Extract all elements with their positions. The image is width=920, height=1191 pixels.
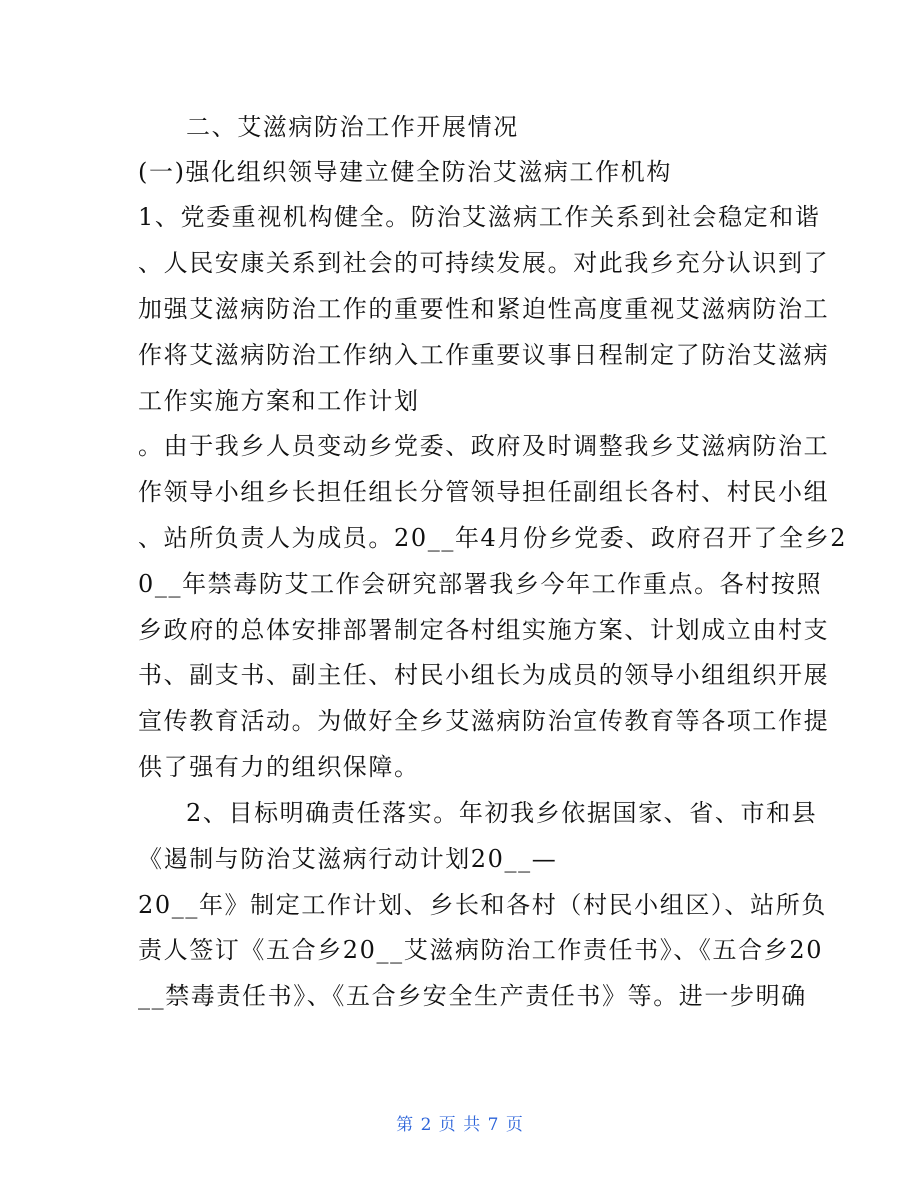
paragraph-line: 、站所负责人为成员。20__年4月份乡党委、政府召开了全乡2	[138, 524, 848, 552]
paragraph-line: 宣传教育活动。为做好全乡艾滋病防治宣传教育等各项工作提	[138, 707, 830, 735]
paragraph-line: 。由于我乡人员变动乡党委、政府及时调整我乡艾滋病防治工	[138, 432, 830, 460]
subsection-heading: (一)强化组织领导建立健全防治艾滋病工作机构	[138, 158, 672, 186]
page-indicator: 第 2 页 共 7 页	[396, 1115, 524, 1135]
paragraph-line: 作领导小组乡长担任组长分管领导担任副组长各村、村民小组	[138, 478, 830, 506]
paragraph-line: 责人签订《五合乡20__艾滋病防治工作责任书》、《五合乡20	[138, 936, 824, 964]
paragraph-line: 工作实施方案和工作计划	[138, 387, 420, 415]
paragraph-line: 供了强有力的组织保障。	[138, 753, 420, 781]
section-heading: 二、艾滋病防治工作开展情况	[186, 113, 519, 141]
paragraph-line: __禁毒责任书》、《五合乡安全生产责任书》等。进一步明确	[138, 982, 807, 1010]
paragraph-line: 乡政府的总体安排部署制定各村组实施方案、计划成立由村支	[138, 616, 830, 644]
paragraph-line: 2、目标明确责任落实。年初我乡依据国家、省、市和县	[186, 799, 818, 827]
paragraph-line: 《遏制与防治艾滋病行动计划20__—	[138, 845, 558, 873]
paragraph-line: 加强艾滋病防治工作的重要性和紧迫性高度重视艾滋病防治工	[138, 295, 830, 323]
paragraph-line: 作将艾滋病防治工作纳入工作重要议事日程制定了防治艾滋病	[138, 341, 830, 369]
paragraph-line: 20__年》制定工作计划、乡长和各村（村民小组区）、站所负	[138, 891, 827, 919]
paragraph-line: 0__年禁毒防艾工作会研究部署我乡今年工作重点。各村按照	[138, 570, 823, 598]
paragraph-line: 、人民安康关系到社会的可持续发展。对此我乡充分认识到了	[138, 249, 830, 277]
paragraph-line: 1、党委重视机构健全。防治艾滋病工作关系到社会稳定和谐	[138, 203, 821, 231]
paragraph-line: 书、副支书、副主任、村民小组长为成员的领导小组组织开展	[138, 661, 830, 689]
